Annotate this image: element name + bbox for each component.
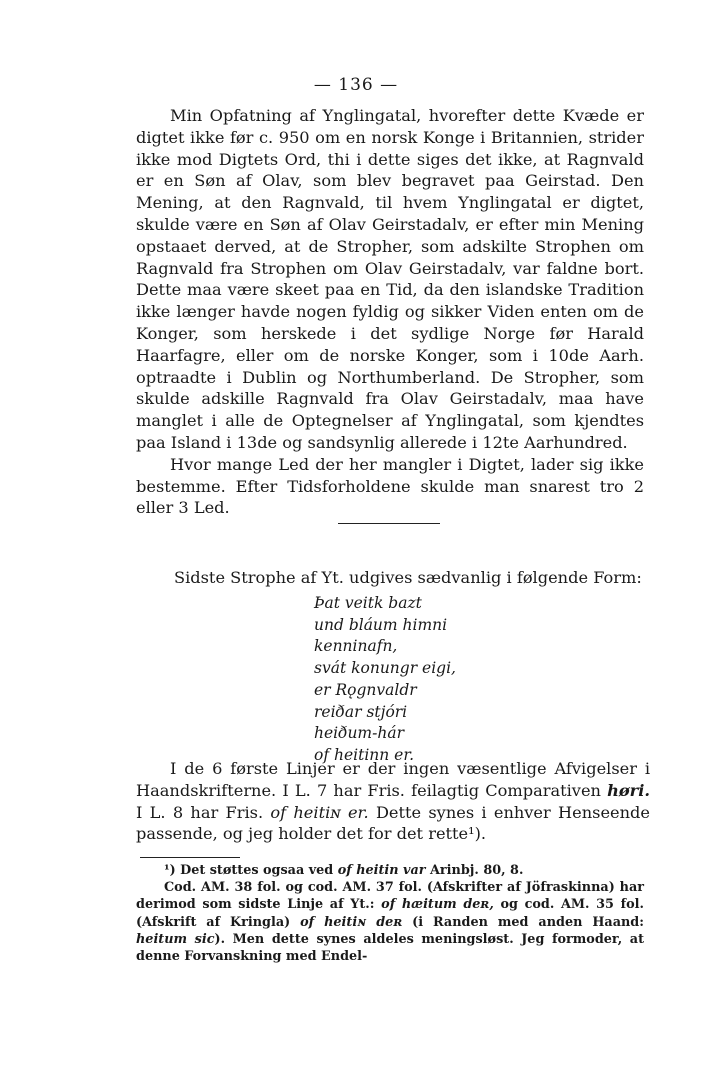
variants-text-2: I L. 8 har Fris. <box>136 802 264 822</box>
poem-line: of heitinn er. <box>314 745 414 764</box>
poem-line: heiðum-hár <box>314 724 404 743</box>
variants-text-1: I de 6 første Linjer er der ingen væsentlige Afvigelser i Haandskrifterne. I L. 7 har Fris. feilagtig Comparativen <box>136 759 650 800</box>
section-divider <box>338 523 440 524</box>
paragraph-1: Min Opfatning af Ynglingatal, hvorefter dette Kvæde er digtet ikke før c. 950 om en norsk Konge i Britannien, strider ikke mod Digtets Ord, thi i dette siges det ikke, at Ragnvald er en Søn af Olav, som blev begravet paa Geirstad. Den Mening, at den Ragnvald, til hvem Ynglingatal er digtet, skulde være en Søn af Olav Geirstadalv, er efter min Mening opstaaet derved, at de Stropher, som adskilte Strophen om Ragnvald fra Strophen om Olav Geirstadalv, var faldne bort. Dette maa være skeet paa en Tid, da den islandske Tradition ikke længer havde nogen fyldig og sikker Viden enten om de Konger, som herskede i det sydlige Norge før Harald Haarfagre, eller om de norske Konger, som i 10de Aarh. optraadte i Dublin og Northumberland. De Stropher, som skulde adskille Ragnvald fra Olav Geirstadalv, maa have manglet i alle de Optegnelser af Ynglingatal, som kjendtes paa Island i 13de og sandsynlig allerede i 12te Aarhundred. <box>136 106 644 452</box>
paragraph-2: Hvor mange Led der her mangler i Digtet, lader sig ikke bestemme. Efter Tidsforholdene skulde man snarest tro 2 eller 3 Led. <box>136 454 644 518</box>
variants-text-3: Dette synes i enhver Henseende passende, og jeg holder det for det rette <box>136 802 650 844</box>
poem-line: reiðar stjóri <box>314 702 408 721</box>
footnote-divider <box>140 857 240 858</box>
strophe-intro: Sidste Strophe af Yt. udgives sædvanlig i følgende Form: <box>174 568 642 587</box>
poem-stanza <box>314 593 456 767</box>
footnotes <box>136 862 644 965</box>
poem-line: Þat veitk bazt <box>314 594 422 612</box>
main-text <box>136 105 644 519</box>
poem-line: er Rǫgnvaldr <box>314 680 417 699</box>
poem-line: svát konungr eigi, <box>314 659 456 678</box>
footnote-1: ¹) Det støttes ogsaa ved of heitin var Arinbj. 80, 8. <box>164 863 524 878</box>
poem-line: kenninafn, <box>314 637 398 656</box>
manuscript-variants-paragraph <box>136 758 650 845</box>
variant-word-hori: høri. <box>607 780 650 800</box>
poem-line: und bláum himni <box>314 615 448 634</box>
footnote-ref: ¹). <box>468 824 487 844</box>
footnote-2: Cod. AM. 38 fol. og cod. AM. 37 fol. (Afskrifter af Jöfraskinna) har derimod som sidste Linje af Yt.: of hæitum deʀ, og cod. AM. 35 fol. (Afskrift af Kringla) of heitiɴ deʀ (i Randen med anden Haand: heitum sic). Men dette synes aldeles meningsløst. Jeg formoder, at denne Forvanskning med Endel- <box>136 880 644 965</box>
variant-phrase-heitin: of heitiɴ er. <box>270 802 369 822</box>
page-number: — 136 — <box>313 75 399 95</box>
